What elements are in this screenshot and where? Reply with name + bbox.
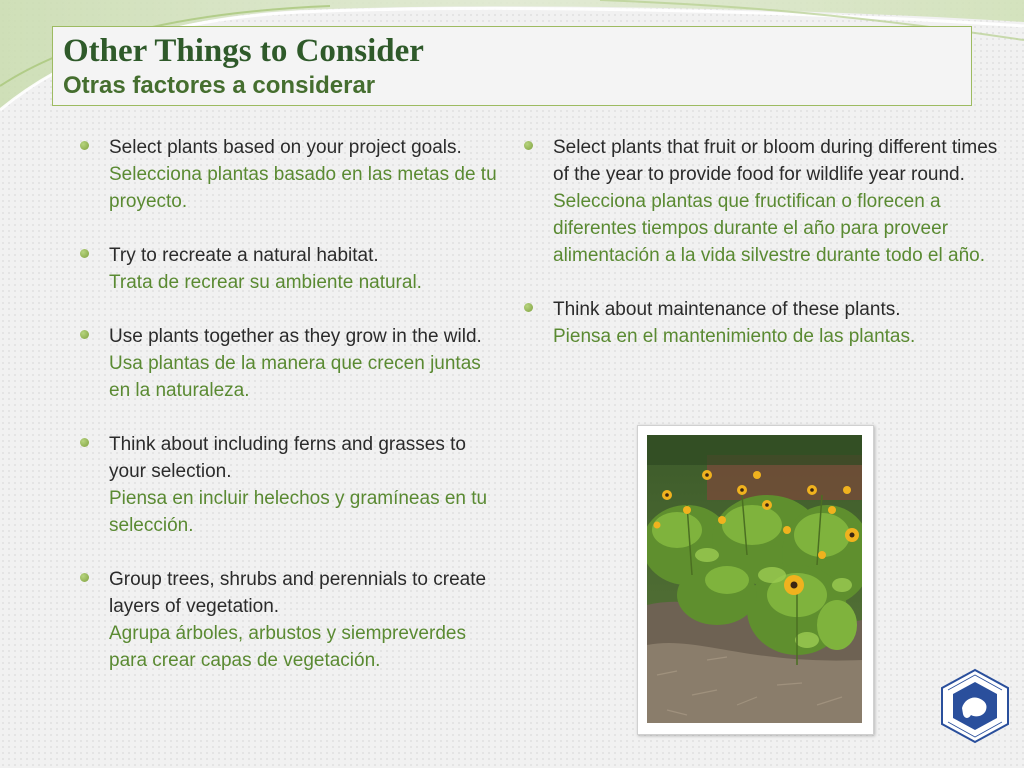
garden-photo: [637, 425, 874, 735]
green-dot-icon: [80, 249, 89, 258]
bullet-text-es: Agrupa árboles, arbustos y siempreverdes para crear capas de vegetación.: [109, 623, 466, 671]
right-bullet-list: [522, 134, 1002, 350]
green-dot-icon: [524, 303, 533, 312]
page-title: Other Things to Consider: [63, 33, 424, 69]
hexagon-seal-logo-icon: [938, 668, 1012, 744]
bullet-text-en: Try to recreate a natural habitat.: [109, 245, 379, 266]
bullet-text-en: Select plants based on your project goals.: [109, 137, 462, 158]
bullet-text-es: Piensa en incluir helechos y gramíneas en tu selección.: [109, 488, 488, 536]
green-dot-icon: [80, 330, 89, 339]
list-item: [78, 323, 498, 404]
title-box: [52, 26, 972, 106]
green-dot-icon: [80, 573, 89, 582]
list-item: [78, 242, 498, 296]
left-column: [78, 134, 498, 701]
green-dot-icon: [80, 438, 89, 447]
bullet-text-en: Select plants that fruit or bloom during different times of the year to provide food for wildlife year round.: [553, 137, 998, 185]
list-item: [78, 134, 498, 215]
right-column: [522, 134, 1002, 377]
page-subtitle: Otras factores a considerar: [63, 72, 376, 99]
green-dot-icon: [524, 141, 533, 150]
green-dot-icon: [80, 141, 89, 150]
list-item: [78, 431, 498, 539]
list-item: [522, 134, 1002, 269]
bullet-text-en: Use plants together as they grow in the wild.: [109, 326, 482, 347]
bullet-text-es: Piensa en el mantenimiento de las plantas.: [553, 326, 916, 347]
bullet-text-en: Think about including ferns and grasses to your selection.: [109, 434, 466, 482]
bullet-text-es: Usa plantas de la manera que crecen juntas en la naturaleza.: [109, 353, 481, 401]
garden-photo-image: [647, 435, 862, 723]
list-item: [522, 296, 1002, 350]
list-item: [78, 566, 498, 674]
bullet-text-es: Selecciona plantas que fructifican o florecen a diferentes tiempos durante el año para proveer alimentación a la vida silvestre durante todo el año.: [553, 191, 985, 266]
bullet-text-en: Think about maintenance of these plants.: [553, 299, 901, 320]
bullet-text-en: Group trees, shrubs and perennials to create layers of vegetation.: [109, 569, 487, 617]
left-bullet-list: [78, 134, 498, 674]
bullet-text-es: Selecciona plantas basado en las metas de tu proyecto.: [109, 164, 497, 212]
bullet-text-es: Trata de recrear su ambiente natural.: [109, 272, 422, 293]
